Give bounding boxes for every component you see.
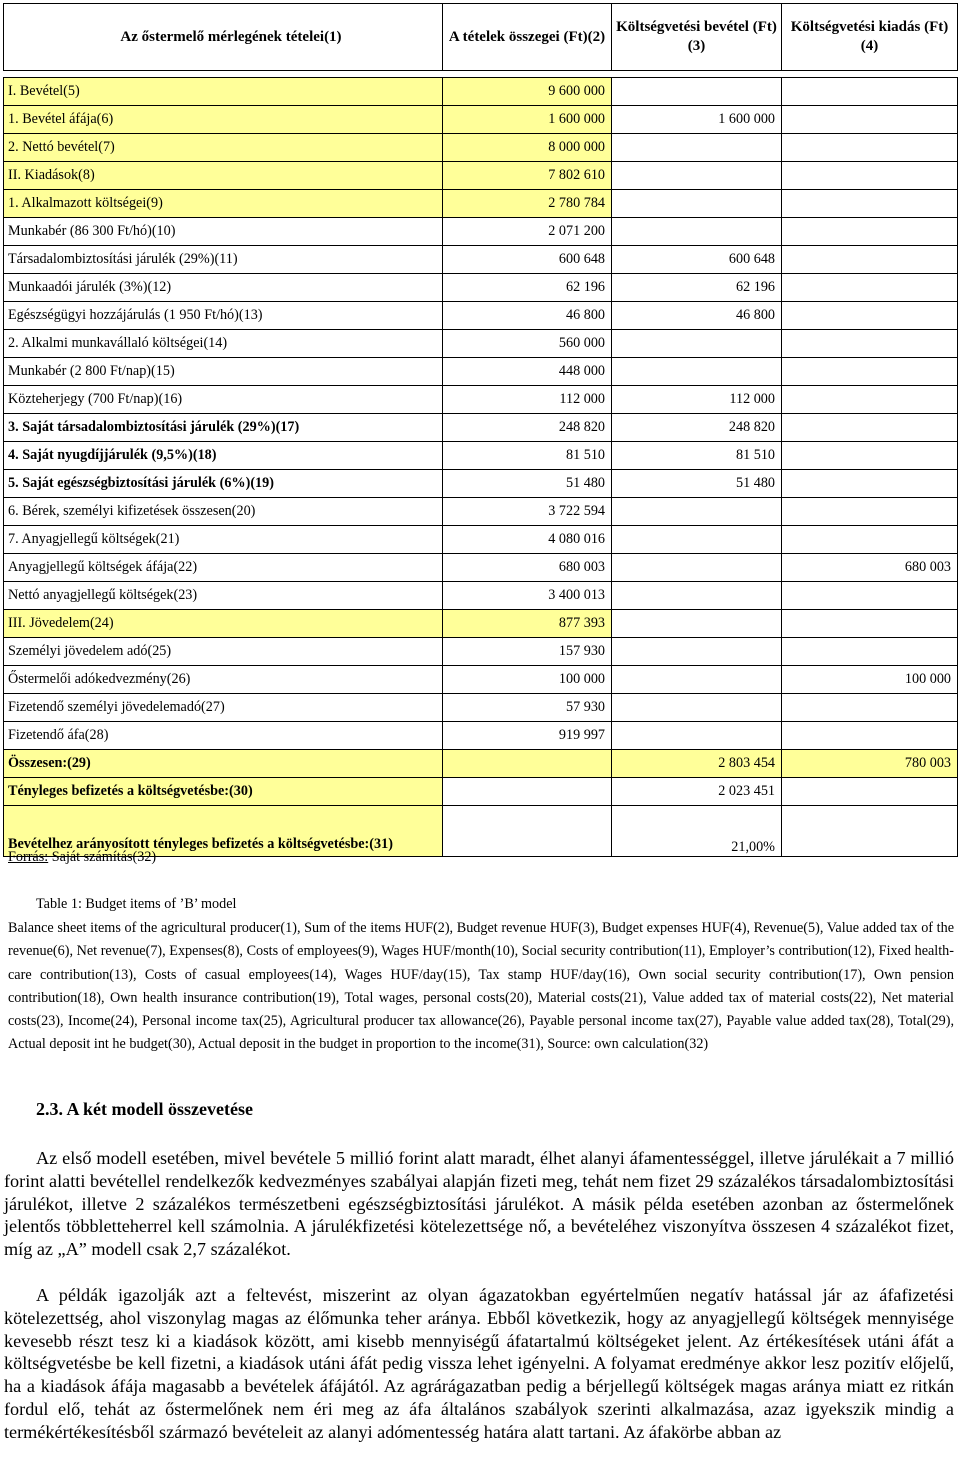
row-revenue xyxy=(612,330,782,358)
row-sum: 448 000 xyxy=(443,358,612,386)
row-sum: 2 780 784 xyxy=(443,190,612,218)
row-sum: 4 080 016 xyxy=(443,526,612,554)
row-sum: 560 000 xyxy=(443,330,612,358)
row-expense xyxy=(782,610,958,638)
row-revenue xyxy=(612,638,782,666)
row-sum: 2 071 200 xyxy=(443,218,612,246)
row-expense xyxy=(782,638,958,666)
row-sum: 3 400 013 xyxy=(443,582,612,610)
row-expense xyxy=(782,498,958,526)
row-sum: 680 003 xyxy=(443,554,612,582)
row-label: 2. Nettó bevétel(7) xyxy=(4,134,443,162)
row-revenue: 46 800 xyxy=(612,302,782,330)
table-row xyxy=(4,638,958,666)
row-sum: 877 393 xyxy=(443,610,612,638)
row-sum: 248 820 xyxy=(443,414,612,442)
row-sum: 100 000 xyxy=(443,666,612,694)
row-label: Fizetendő személyi jövedelemadó(27) xyxy=(4,694,443,722)
row-expense xyxy=(782,722,958,750)
row-sum: 8 000 000 xyxy=(443,134,612,162)
row-revenue: 248 820 xyxy=(612,414,782,442)
row-sum: 1 600 000 xyxy=(443,106,612,134)
table-row xyxy=(4,442,958,470)
row-revenue: 2 803 454 xyxy=(612,750,782,778)
row-label: Nettó anyagjellegű költségek(23) xyxy=(4,582,443,610)
row-label: 1. Alkalmazott költségei(9) xyxy=(4,190,443,218)
table-row xyxy=(4,190,958,218)
source-text: Saját számítás(32) xyxy=(48,849,157,865)
row-label: III. Jövedelem(24) xyxy=(4,610,443,638)
row-expense xyxy=(782,526,958,554)
row-expense xyxy=(782,358,958,386)
row-revenue: 21,00% xyxy=(612,806,782,857)
header-revenue: Költségvetési bevétel (Ft)(3) xyxy=(612,4,782,71)
table-row xyxy=(4,218,958,246)
row-revenue: 600 648 xyxy=(612,246,782,274)
table-row xyxy=(4,414,958,442)
row-label: Munkaadói járulék (3%)(12) xyxy=(4,274,443,302)
row-expense xyxy=(782,218,958,246)
row-sum: 9 600 000 xyxy=(443,78,612,106)
row-label: 7. Anyagjellegű költségek(21) xyxy=(4,526,443,554)
row-revenue xyxy=(612,582,782,610)
row-expense xyxy=(782,330,958,358)
table-row xyxy=(4,386,958,414)
paragraph: A példák igazolják azt a feltevést, miszerint az olyan ágazatokban egyértelműen negatív hatással jár az áfafizetési kötelezettség, ahol viszonylag magas az élőmunka teher aránya. Ebből következik, hogy az anyagjellegű költségek mennyisége kevesebb részt tesz ki a kiadások között, ami kisebb mennyiségű áfatartalmú költségeket jelent. Az értékesítések utáni áfát a költségvetésbe be kell fizetni, a kiadások utáni áfát pedig vissza lehet igényelni. A folyamat eredménye akkor lesz pozitív előjelű, ha a kiadások áfája magasabb a bevételek áfájától. Az agrárágazatban pedig a bérjellegű költségek magas aránya miatt ez ritkán fordul elő, tehát az őstermelőnek nem éri meg az áfa általános szabályok szerinti alkalmazása, azaz igyekszik mindig a termékértékesítésből származó bevételeit az alanyi adómentesség határa alatt tartani. Az áfakörbe abban az xyxy=(4,1285,954,1442)
paragraph: Az első modell esetében, mivel bevétele 5 millió forint alatt maradt, élhet alanyi áfamentességgel, illetve járulékait a 7 millió forint alatti bevétellel rendelkezők kedvezményes szabályai alapján fizeti meg, tehát nem fizet 29 százalékos társadalombiztosítási járulékot, illetve 2 százalékos természetbeni egészségbiztosítási járulékot. A másik példa esetében azonban az őstermelőnek jelentős többletteherrel kell számolnia. A járulékfizetési kötelezettsége nő, a bevételéhez viszonyítva összesen 4 százalékot fizet, míg az „A” modell csak 2,7 százalékot. xyxy=(4,1148,954,1260)
header-sum: A tételek összegei (Ft)(2) xyxy=(443,4,612,71)
table-legend: Balance sheet items of the agricultural producer(1), Sum of the items HUF(2), Budget revenue HUF(3), Budget expenses HUF(4), Revenue(5), Value added tax of the revenue(6), Net revenue(7), Expenses(8), Costs of employees(9), Wages HUF/month(10), Social security contribution(11), Employer’s contribution(12), Fixed health-care contribution(13), Costs of casual employees(14), Wages HUF/day(15), Tax stamp HUF/day(16), Own social security contribution(17), Own pension contribution(18), Own health insurance contribution(19), Total wages, personal costs(20), Material costs(21), Value added tax of material costs(22), Net material costs(23), Income(24), Personal income tax(25), Agricultural producer tax allowance(26), Payable personal income tax(27), Payable value added tax(28), Total(29), Actual deposit int he budget(30), Actual deposit in the budget in proportion to the income(31), Source: own calculation(32) xyxy=(8,920,954,1053)
row-sum: 919 997 xyxy=(443,722,612,750)
row-sum xyxy=(443,806,612,857)
row-label: 1. Bevétel áfája(6) xyxy=(4,106,443,134)
header-gap xyxy=(4,71,958,78)
row-label: Bevételhez arányosított tényleges befizetés a költségvetésbe:(31) xyxy=(4,806,443,857)
row-revenue xyxy=(612,526,782,554)
row-label: Munkabér (86 300 Ft/hó)(10) xyxy=(4,218,443,246)
table-row xyxy=(4,358,958,386)
row-expense xyxy=(782,302,958,330)
row-revenue xyxy=(612,162,782,190)
row-sum: 600 648 xyxy=(443,246,612,274)
row-revenue: 112 000 xyxy=(612,386,782,414)
row-revenue: 51 480 xyxy=(612,470,782,498)
row-revenue xyxy=(612,554,782,582)
table-header-row xyxy=(4,4,958,71)
row-label: Anyagjellegű költségek áfája(22) xyxy=(4,554,443,582)
table-row xyxy=(4,78,958,106)
row-revenue xyxy=(612,358,782,386)
row-sum: 57 930 xyxy=(443,694,612,722)
row-expense xyxy=(782,778,958,806)
table-row-total xyxy=(4,750,958,778)
row-expense xyxy=(782,162,958,190)
row-expense xyxy=(782,386,958,414)
table-row xyxy=(4,666,958,694)
source-note xyxy=(8,849,156,866)
row-expense: 680 003 xyxy=(782,554,958,582)
row-expense xyxy=(782,246,958,274)
row-expense xyxy=(782,582,958,610)
row-label: Közteherjegy (700 Ft/nap)(16) xyxy=(4,386,443,414)
row-label: I. Bevétel(5) xyxy=(4,78,443,106)
table-row xyxy=(4,526,958,554)
table-row xyxy=(4,554,958,582)
row-revenue xyxy=(612,498,782,526)
row-label: Munkabér (2 800 Ft/nap)(15) xyxy=(4,358,443,386)
row-expense xyxy=(782,470,958,498)
row-sum: 46 800 xyxy=(443,302,612,330)
row-expense xyxy=(782,694,958,722)
row-revenue: 62 196 xyxy=(612,274,782,302)
row-expense xyxy=(782,190,958,218)
row-sum: 3 722 594 xyxy=(443,498,612,526)
row-revenue xyxy=(612,190,782,218)
row-sum: 51 480 xyxy=(443,470,612,498)
row-expense xyxy=(782,78,958,106)
row-revenue xyxy=(612,134,782,162)
row-sum: 81 510 xyxy=(443,442,612,470)
row-label: Társadalombiztosítási járulék (29%)(11) xyxy=(4,246,443,274)
row-sum: 62 196 xyxy=(443,274,612,302)
row-sum: 157 930 xyxy=(443,638,612,666)
table-row xyxy=(4,694,958,722)
row-revenue xyxy=(612,218,782,246)
source-prefix: Forrás: xyxy=(8,849,49,865)
table-row xyxy=(4,134,958,162)
row-revenue: 2 023 451 xyxy=(612,778,782,806)
table-row xyxy=(4,470,958,498)
row-label: 6. Bérek, személyi kifizetések összesen(20) xyxy=(4,498,443,526)
table-row xyxy=(4,722,958,750)
table-row-actual-deposit xyxy=(4,778,958,806)
row-expense: 780 003 xyxy=(782,750,958,778)
row-sum: 112 000 xyxy=(443,386,612,414)
table-row xyxy=(4,246,958,274)
row-label: Egészségügyi hozzájárulás (1 950 Ft/hó)(13) xyxy=(4,302,443,330)
table-row xyxy=(4,302,958,330)
header-expense: Költségvetési kiadás (Ft)(4) xyxy=(782,4,958,71)
row-revenue: 1 600 000 xyxy=(612,106,782,134)
row-revenue xyxy=(612,666,782,694)
row-revenue: 81 510 xyxy=(612,442,782,470)
row-label: 3. Saját társadalombiztosítási járulék (29%)(17) xyxy=(4,414,443,442)
row-expense xyxy=(782,134,958,162)
row-revenue xyxy=(612,610,782,638)
row-revenue xyxy=(612,694,782,722)
header-items: Az őstermelő mérlegének tételei(1) xyxy=(4,4,443,71)
row-expense: 100 000 xyxy=(782,666,958,694)
row-label: 2. Alkalmi munkavállaló költségei(14) xyxy=(4,330,443,358)
table-row xyxy=(4,162,958,190)
row-expense xyxy=(782,442,958,470)
row-expense xyxy=(782,414,958,442)
table-row xyxy=(4,498,958,526)
row-revenue xyxy=(612,78,782,106)
row-label: Személyi jövedelem adó(25) xyxy=(4,638,443,666)
table-row xyxy=(4,610,958,638)
row-label: Összesen:(29) xyxy=(4,750,443,778)
row-label: Őstermelői adókedvezmény(26) xyxy=(4,666,443,694)
table-row xyxy=(4,274,958,302)
row-expense xyxy=(782,806,958,857)
row-label: 4. Saját nyugdíjjárulék (9,5%)(18) xyxy=(4,442,443,470)
row-expense xyxy=(782,274,958,302)
table-row xyxy=(4,106,958,134)
row-label: II. Kiadások(8) xyxy=(4,162,443,190)
section-heading: 2.3. A két modell összevetése xyxy=(36,1099,253,1119)
row-label: 5. Saját egészségbiztosítási járulék (6%)(19) xyxy=(4,470,443,498)
row-expense xyxy=(782,106,958,134)
row-label: Fizetendő áfa(28) xyxy=(4,722,443,750)
row-sum xyxy=(443,750,612,778)
row-label: Tényleges befizetés a költségvetésbe:(30) xyxy=(4,778,443,806)
row-sum: 7 802 610 xyxy=(443,162,612,190)
row-revenue xyxy=(612,722,782,750)
table-caption: Table 1: Budget items of ’B’ model xyxy=(36,896,237,912)
row-sum xyxy=(443,778,612,806)
budget-table xyxy=(3,3,958,857)
table-row xyxy=(4,330,958,358)
table-row xyxy=(4,582,958,610)
